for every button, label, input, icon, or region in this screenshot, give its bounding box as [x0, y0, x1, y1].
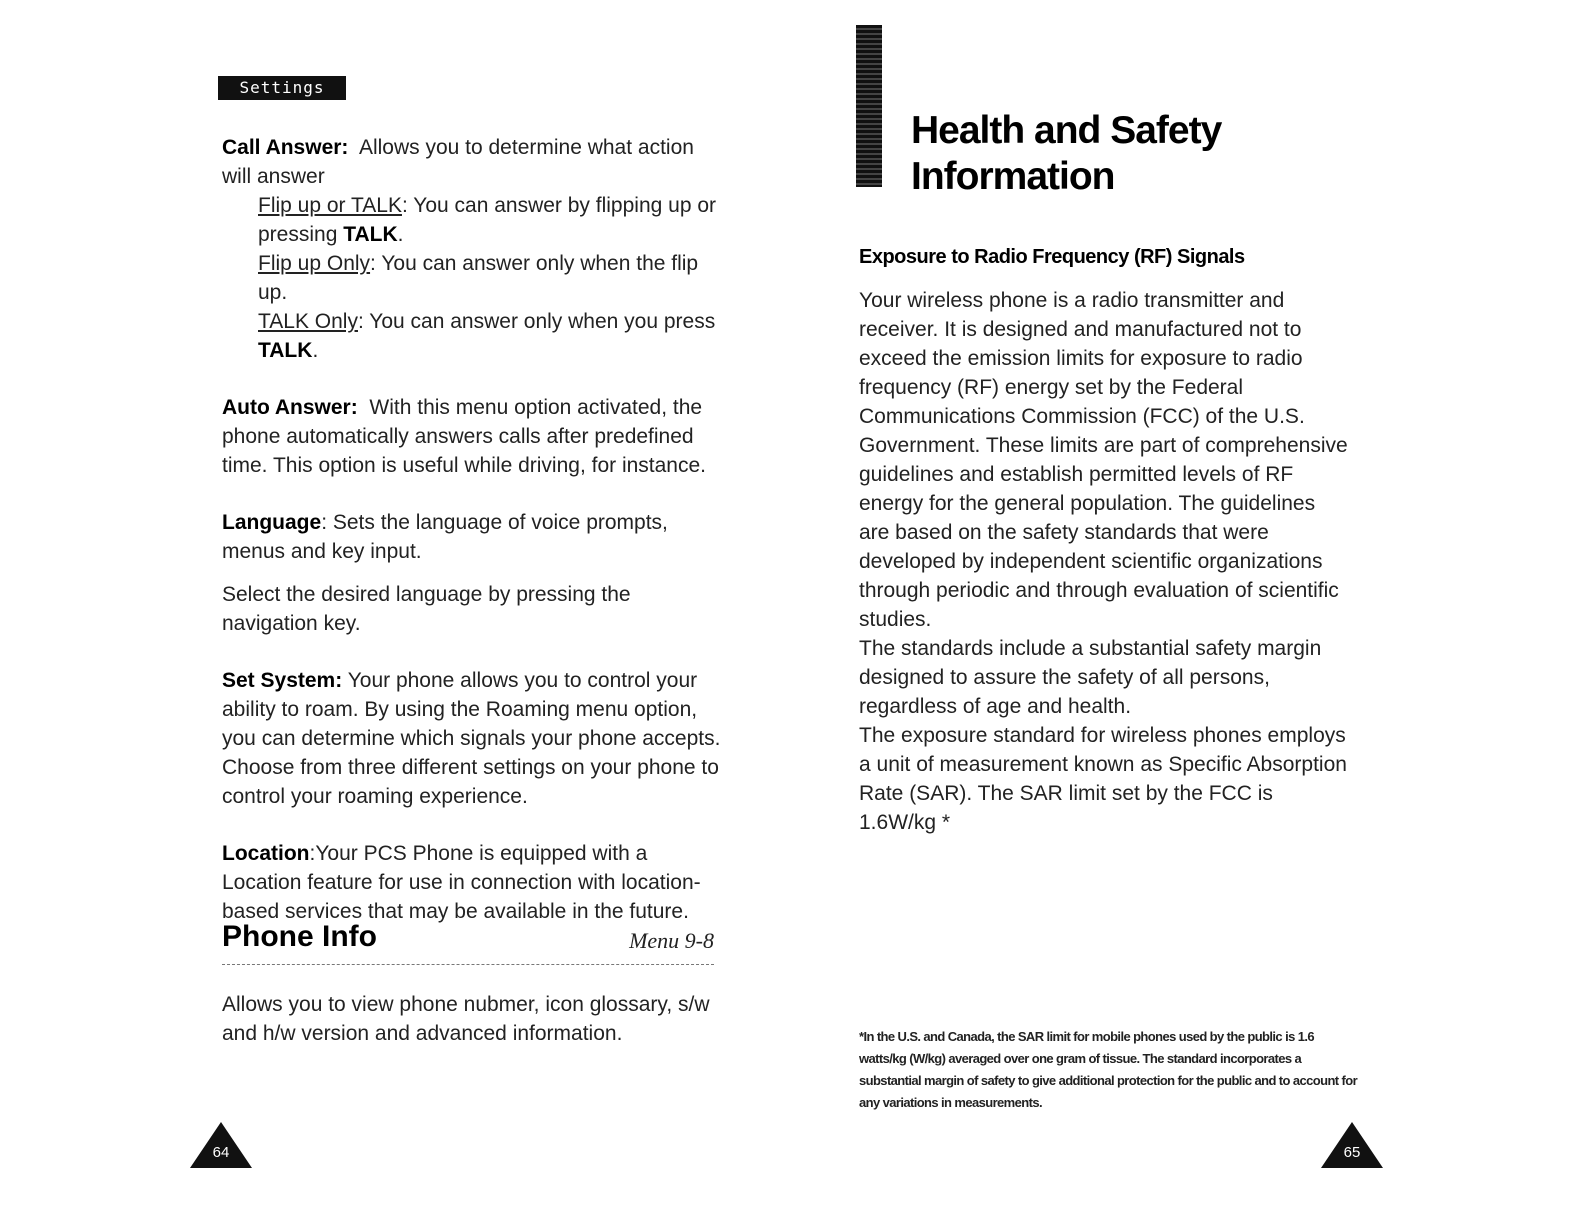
paragraph-2: The standards include a substantial safety margin designed to assure the safety of all persons, regardless of age and health. — [859, 637, 1322, 718]
option-flip-up-or-talk: Flip up or TALK — [258, 194, 402, 217]
chapter-title: Health and Safety Information — [911, 109, 1222, 198]
phone-info-desc: Allows you to view phone nubmer, icon glossary, s/w and h/w version and advanced information. — [222, 993, 710, 1045]
phone-info-title: Phone Info — [222, 920, 377, 953]
call-answer-desc: Allows you to determine what action will answer — [222, 136, 694, 188]
option-talk-only: TALK Only — [258, 310, 358, 333]
right-page — [789, 0, 1578, 1221]
location-title: Location — [222, 842, 310, 865]
language-note: Select the desired language by pressing the navigation key. — [222, 583, 631, 635]
language-section — [222, 508, 722, 566]
paragraph-1: Your wireless phone is a radio transmitter and receiver. It is designed and manufactured not to exceed the emission limits for exposure to radio frequency (RF) energy set by the Federal Communications Commission (FCC) of the U.S. Government. These limits are part of comprehensive guidelines and establish permitted levels of RF energy for the general population. The guidelines are based on the safety standards that were developed by independent scientific organizations through periodic and through evaluation of scientific studies. — [859, 289, 1348, 631]
chapter-bar — [856, 25, 882, 187]
menu-reference: Menu 9-8 — [629, 928, 714, 953]
auto-answer-section — [222, 393, 722, 480]
safety-column — [859, 243, 1349, 837]
paragraph-3: The exposure standard for wireless phones employs a unit of measurement known as Specific Absorption Rate (SAR). The SAR limit set by the FCC is 1.6W/kg * — [859, 724, 1347, 834]
section-tag: Settings — [218, 76, 346, 100]
set-system-desc: Your phone allows you to control your ability to roam. By using the Roaming menu option, you can determine which signals your phone accepts. Choose from three different settings on your phone to control your roaming experience. — [222, 669, 721, 808]
subheading: Exposure to Radio Frequency (RF) Signals — [859, 246, 1245, 268]
settings-column — [222, 133, 722, 954]
talk-key: TALK — [343, 223, 398, 246]
location-desc: :Your PCS Phone is equipped with a Location feature for use in connection with location-based services that may be available in the future. — [222, 842, 701, 923]
set-system-section — [222, 666, 722, 811]
location-section — [222, 839, 722, 926]
phone-info-heading — [222, 920, 714, 965]
language-title: Language — [222, 511, 322, 534]
language-desc: : Sets the language of voice prompts, menus and key input. — [222, 511, 668, 563]
call-answer-title: Call Answer: — [222, 136, 349, 159]
page-number-right: 65 — [1321, 1122, 1383, 1168]
option-flip-up-only: Flip up Only — [258, 252, 371, 275]
call-answer-section: Call Answer: Allows you to determine what action will answer Flip up or TALK: You can answer by flipping up or pressing TALK. Flip up Only: You can answer only when the flip up. TALK Only: You can answer only when you press TALK. — [222, 136, 717, 362]
talk-key: TALK — [258, 339, 313, 362]
auto-answer-title: Auto Answer: — [222, 396, 358, 419]
auto-answer-desc: With this menu option activated, the phone automatically answers calls after predefined time. This option is useful while driving, for instance. — [222, 396, 707, 477]
set-system-title: Set System: — [222, 669, 343, 692]
page-number-left: 64 — [190, 1122, 252, 1168]
footnote: *In the U.S. and Canada, the SAR limit for mobile phones used by the public is 1.6 watts/kg (W/kg) averaged over one gram of tissue. The standard incorporates a substantial margin of safety to give additional protection for the public and to account for any variations in measurements. — [859, 1029, 1358, 1110]
